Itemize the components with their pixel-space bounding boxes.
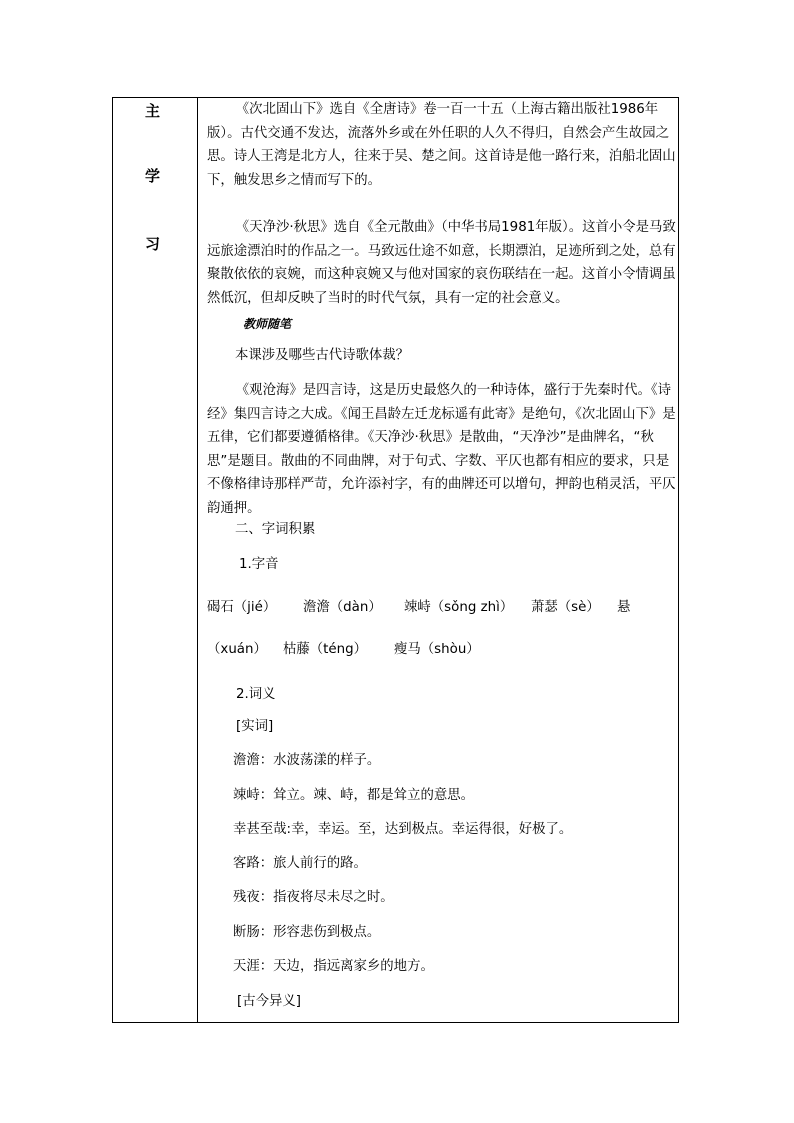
meaning-item: 残夜：指夜将尽未尽之时。 [233,890,394,905]
intro-paragraph-1: 《次北固山下》选自《全唐诗》卷一百一十五（上海古籍出版社1986年版）。古代交通不发达，流落外乡或在外任职的人久不得归，自然会产生故园之思。诗人王湾是北方人，往来于吴、楚之间。这首诗是他一路行来，泊船北固山下，触发思乡之情而写下的。 [207,102,676,188]
side-label-char-2: 学 [145,167,161,185]
section-title: 二、字词积累 [235,522,316,537]
meaning-item: 澹澹：水波荡漾的样子。 [233,753,381,768]
pronunciation-item: 悬 [617,600,631,615]
pronunciation-item: 澹澹（dàn） [303,600,382,615]
pronunciation-item: 竦峙（sǒng zhì） [404,600,514,615]
pronunciation-item: 瘦马（shòu） [394,642,480,657]
meaning-item: 竦峙：耸立。竦、峙，都是耸立的意思。 [233,788,475,803]
intro-paragraph-2: 《天净沙·秋思》选自《全元散曲》（中华书局1981年版）。这首小令是马致远旅途漂泊时的作品之一。马致远仕途不如意，长期漂泊，足迹所到之处，总有聚散依依的哀婉，而这种哀婉又与他对国家的哀伤联结在一起。这首小令情调虽然低沉，但却反映了当时的时代气氛，具有一定的社会意义。 [207,220,676,306]
pronunciation-item: 碣石（jié） [207,600,277,615]
column-divider [197,98,198,1022]
answer-paragraph: 《观沧海》是四言诗，这是历史最悠久的一种诗体，盛行于先秦时代。《诗经》集四言诗之大成。《闻王昌龄左迁龙标遥有此寄》是绝句，《次北固山下》是五律，它们都要遵循格律。《天净沙·秋思》是散曲，“天净沙”是曲牌名，“秋思”是题目。散曲的不同曲牌，对于句式、字数、平仄也都有相应的要求，只是不像格律诗那样严苛，允许添衬字，有的曲牌还可以增句，押韵也稍灵活，平仄韵通押。 [207,383,676,516]
pronunciation-item: 萧瑟（sè） [531,600,600,615]
pronunciation-heading: 1.字音 [239,557,279,572]
pronunciation-item: 枯藤（téng） [283,642,368,657]
pronunciation-item: （xuán） [207,642,267,657]
meaning-subheading: [实词] [236,719,274,734]
meaning-subheading-2: [古今异义] [237,994,302,1009]
side-label-char-1: 主 [145,102,161,120]
meaning-item: 断肠：形容悲伤到极点。 [233,925,381,940]
teacher-note-label: 教师随笔 [243,317,292,331]
meaning-item: 幸甚至哉:幸，幸运。至，达到极点。幸运得很，好极了。 [233,822,573,837]
question-text: 本课涉及哪些古代诗歌体裁？ [235,348,410,363]
meaning-item: 客路：旅人前行的路。 [233,856,367,871]
lesson-table [112,97,679,1023]
side-label-char-3: 习 [145,235,161,253]
meaning-heading: 2.词义 [236,687,276,702]
meaning-item: 天涯：天边，指远离家乡的地方。 [233,959,434,974]
